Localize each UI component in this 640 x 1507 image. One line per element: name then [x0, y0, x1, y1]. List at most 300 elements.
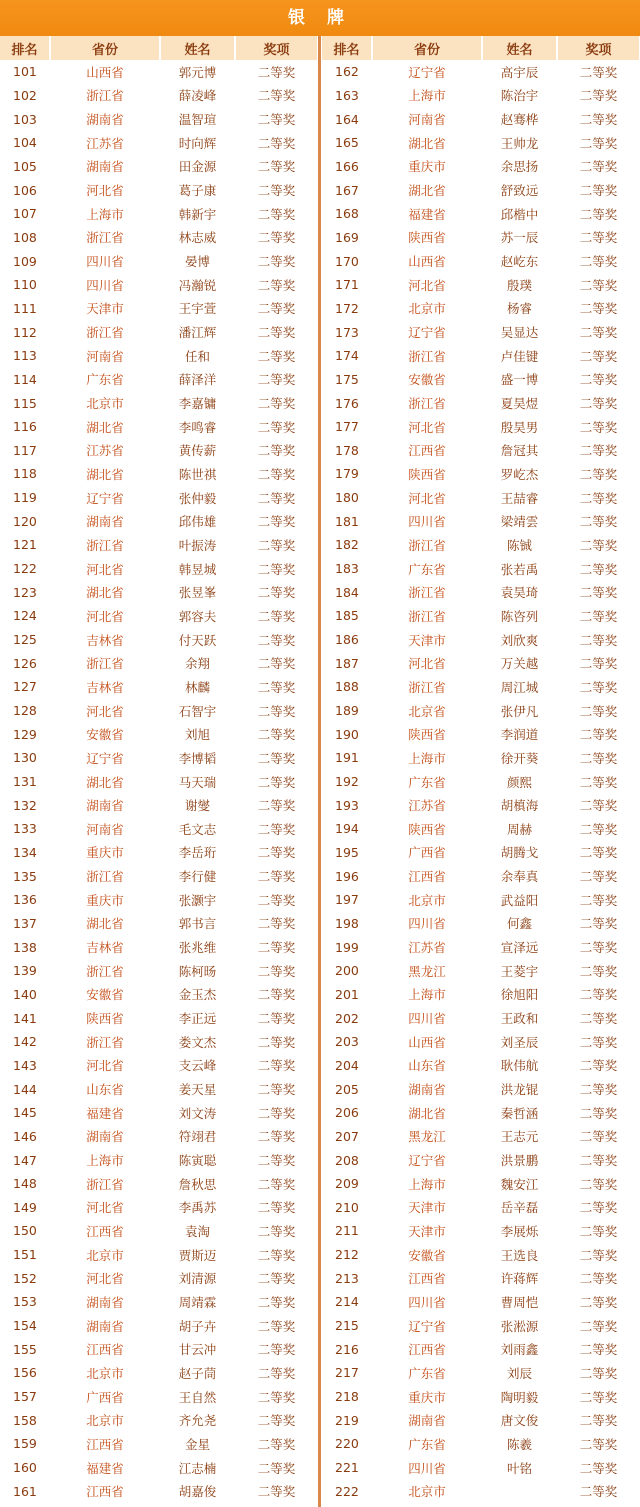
table-row: [322, 1125, 640, 1149]
name-cell: 黄传薪: [178, 443, 217, 459]
name-cell: 金星: [184, 1436, 210, 1452]
name-cell: 胡子卉: [178, 1318, 217, 1334]
name-cell: 韩昱城: [178, 561, 217, 577]
name-cell: 余思扬: [500, 159, 539, 175]
table-row: [0, 60, 318, 84]
province-cell: 山东省: [408, 1058, 446, 1074]
rank-cell: 188: [335, 679, 359, 695]
province-cell: 河北省: [86, 561, 124, 577]
table-header-row: [0, 36, 318, 60]
award-cell: 二等奖: [257, 348, 296, 364]
name-cell: 殷昊男: [500, 419, 539, 435]
province-cell: 河南省: [86, 821, 124, 837]
rank-cell: 151: [13, 1247, 37, 1263]
name-cell: 王喆睿: [500, 490, 539, 506]
name-cell: 温智瑄: [178, 112, 217, 128]
rank-cell: 167: [335, 182, 359, 198]
award-cell: 二等奖: [257, 112, 296, 128]
table-row: [0, 1243, 318, 1267]
table-row: [322, 462, 640, 486]
name-cell: 洪景鹏: [500, 1153, 539, 1169]
rank-cell: 182: [335, 537, 359, 553]
table-row: [322, 557, 640, 581]
province-cell: 浙江省: [86, 869, 124, 885]
rank-cell: 175: [335, 371, 359, 387]
table-row: [0, 651, 318, 675]
rank-cell: 194: [335, 821, 359, 837]
name-cell: 李博韬: [178, 750, 217, 766]
award-cell: 二等奖: [579, 1247, 618, 1263]
award-cell: 二等奖: [257, 372, 296, 388]
table-row: [322, 226, 640, 250]
rank-cell: 212: [335, 1247, 359, 1263]
rank-cell: 109: [13, 253, 37, 269]
rank-cell: 149: [13, 1199, 37, 1215]
rank-cell: 162: [335, 64, 359, 80]
table-row: [322, 1219, 640, 1243]
table-row: [0, 912, 318, 936]
rank-cell: 130: [13, 750, 37, 766]
province-cell: 河北省: [408, 277, 446, 293]
name-cell: 李禹苏: [178, 1200, 217, 1216]
table-row: [0, 368, 318, 392]
name-cell: 徐旭阳: [500, 987, 539, 1003]
rank-cell: 102: [13, 87, 37, 103]
rank-cell: 173: [335, 324, 359, 340]
award-cell: 二等奖: [579, 1365, 618, 1381]
table-row: [322, 983, 640, 1007]
header-province: 省份: [372, 36, 482, 60]
province-cell: 四川省: [408, 1460, 446, 1476]
award-cell: 二等奖: [579, 774, 618, 790]
header-award: 奖项: [235, 36, 318, 60]
name-cell: 万关越: [500, 656, 539, 672]
table-row: [0, 746, 318, 770]
name-cell: 梁靖雲: [500, 514, 539, 530]
table-row: [322, 580, 640, 604]
name-cell: 陈治宇: [500, 88, 539, 104]
name-cell: 唐文俊: [500, 1413, 539, 1429]
rank-cell: 122: [13, 561, 37, 577]
province-cell: 北京市: [408, 1484, 446, 1500]
table-row: [322, 912, 640, 936]
province-cell: 北京市: [86, 1413, 124, 1429]
table-row: [322, 817, 640, 841]
name-cell: 付天跃: [178, 632, 217, 648]
province-cell: 浙江省: [86, 88, 124, 104]
award-cell: 二等奖: [257, 277, 296, 293]
table-row: [322, 391, 640, 415]
name-cell: 周靖霖: [178, 1294, 217, 1310]
rank-cell: 206: [335, 1105, 359, 1121]
rank-cell: 169: [335, 229, 359, 245]
award-cell: 二等奖: [257, 64, 296, 80]
table-row: [0, 675, 318, 699]
rank-cell: 210: [335, 1199, 359, 1215]
award-cell: 二等奖: [257, 608, 296, 624]
award-cell: 二等奖: [579, 892, 618, 908]
rank-cell: 140: [13, 986, 37, 1002]
award-cell: 二等奖: [579, 1058, 618, 1074]
name-cell: 魏安江: [500, 1176, 539, 1192]
award-cell: 二等奖: [579, 1129, 618, 1145]
table-row: [322, 1361, 640, 1385]
table-row: [322, 344, 640, 368]
province-cell: 山东省: [86, 1082, 124, 1098]
award-cell: 二等奖: [257, 1247, 296, 1263]
name-cell: 薛泽洋: [178, 372, 217, 388]
award-cell: 二等奖: [579, 64, 618, 80]
name-cell: 赵屹东: [500, 254, 539, 270]
name-cell: 宣泽远: [500, 940, 539, 956]
rank-cell: 115: [13, 395, 37, 411]
province-cell: 广东省: [408, 1436, 446, 1452]
name-cell: 许蒋辉: [500, 1271, 539, 1287]
province-cell: 安徽省: [408, 372, 446, 388]
rank-cell: 108: [13, 229, 37, 245]
name-cell: 王宇萱: [178, 301, 217, 317]
rank-cell: 170: [335, 253, 359, 269]
province-cell: 浙江省: [86, 963, 124, 979]
table-row: [0, 864, 318, 888]
table-row: [0, 415, 318, 439]
table-row: [0, 935, 318, 959]
award-cell: 二等奖: [257, 703, 296, 719]
table-row: [322, 1432, 640, 1456]
name-cell: 郭容夫: [178, 608, 217, 624]
award-cell: 二等奖: [579, 869, 618, 885]
name-cell: 石智宇: [178, 703, 217, 719]
name-cell: 刘旭: [184, 727, 210, 743]
province-cell: 广东省: [408, 1365, 446, 1381]
rank-cell: 118: [13, 466, 37, 482]
table-row: [322, 841, 640, 865]
rank-cell: 174: [335, 348, 359, 364]
header-award: 奖项: [557, 36, 640, 60]
header-rank: 排名: [322, 36, 372, 60]
province-cell: 湖南省: [86, 1294, 124, 1310]
table-row: [322, 628, 640, 652]
name-cell: 娄文杰: [178, 1034, 217, 1050]
table-row: [322, 509, 640, 533]
rank-cell: 211: [335, 1223, 359, 1239]
award-cell: 二等奖: [257, 1460, 296, 1476]
province-cell: 江西省: [408, 869, 446, 885]
rank-cell: 120: [13, 513, 37, 529]
award-cell: 二等奖: [257, 443, 296, 459]
table-row: [322, 297, 640, 321]
rank-cell: 205: [335, 1081, 359, 1097]
province-cell: 江西省: [408, 1271, 446, 1287]
table-body: [322, 60, 640, 1503]
name-cell: 曹周恺: [500, 1294, 539, 1310]
table-row: [322, 1337, 640, 1361]
rank-cell: 123: [13, 584, 37, 600]
province-cell: 辽宁省: [408, 64, 446, 80]
award-cell: 二等奖: [579, 443, 618, 459]
table-row: [0, 1290, 318, 1314]
province-cell: 湖北省: [408, 135, 446, 151]
province-cell: 福建省: [408, 206, 446, 222]
rank-cell: 178: [335, 442, 359, 458]
rank-cell: 119: [13, 490, 37, 506]
award-cell: 二等奖: [257, 821, 296, 837]
table-row: [0, 1196, 318, 1220]
table-row: [322, 675, 640, 699]
rank-cell: 133: [13, 821, 37, 837]
rank-cell: 101: [13, 64, 37, 80]
rank-cell: 193: [335, 797, 359, 813]
province-cell: 江西省: [408, 443, 446, 459]
award-cell: 二等奖: [579, 845, 618, 861]
province-cell: 黑龙江: [408, 963, 446, 979]
province-cell: 湖北省: [86, 419, 124, 435]
award-cell: 二等奖: [579, 1389, 618, 1405]
table-row: [322, 415, 640, 439]
table-row: [322, 84, 640, 108]
name-cell: 颜熙: [506, 774, 532, 790]
award-cell: 二等奖: [257, 1034, 296, 1050]
name-cell: 盛一博: [500, 372, 539, 388]
table-row: [322, 959, 640, 983]
award-cell: 二等奖: [579, 1200, 618, 1216]
name-cell: 甘云冲: [178, 1342, 217, 1358]
province-cell: 湖南省: [86, 1318, 124, 1334]
award-cell: 二等奖: [257, 230, 296, 246]
table-row: [0, 1006, 318, 1030]
name-cell: 薛凌峰: [178, 88, 217, 104]
province-cell: 浙江省: [86, 1176, 124, 1192]
award-cell: 二等奖: [579, 1271, 618, 1287]
name-cell: 张仲毅: [178, 490, 217, 506]
award-cell: 二等奖: [257, 1058, 296, 1074]
name-cell: 卢佳键: [500, 348, 539, 364]
province-cell: 河南省: [408, 112, 446, 128]
province-cell: 河北省: [86, 1058, 124, 1074]
rank-cell: 142: [13, 1034, 37, 1050]
name-cell: 余翔: [184, 656, 210, 672]
province-cell: 河北省: [86, 703, 124, 719]
province-cell: 浙江省: [86, 230, 124, 246]
table-row: [0, 959, 318, 983]
name-cell: 李展烁: [500, 1223, 539, 1239]
rank-cell: 200: [335, 963, 359, 979]
award-cell: 二等奖: [579, 703, 618, 719]
name-cell: 王志元: [500, 1129, 539, 1145]
award-cell: 二等奖: [579, 940, 618, 956]
rank-cell: 135: [13, 868, 37, 884]
rank-cell: 139: [13, 963, 37, 979]
rank-cell: 187: [335, 655, 359, 671]
table-row: [322, 249, 640, 273]
province-cell: 广东省: [408, 774, 446, 790]
province-cell: 陕西省: [408, 466, 446, 482]
award-cell: 二等奖: [257, 845, 296, 861]
rank-cell: 158: [13, 1412, 37, 1428]
province-cell: 四川省: [86, 277, 124, 293]
table-row: [322, 202, 640, 226]
name-cell: 王政和: [500, 1011, 539, 1027]
table-row: [322, 1030, 640, 1054]
province-cell: 安徽省: [86, 727, 124, 743]
table-row: [0, 1432, 318, 1456]
name-cell: 胡槙海: [500, 798, 539, 814]
name-cell: 秦哲涵: [500, 1105, 539, 1121]
province-cell: 天津市: [408, 632, 446, 648]
province-cell: 天津市: [408, 1200, 446, 1216]
rank-cell: 222: [335, 1483, 359, 1499]
table-row: [322, 1101, 640, 1125]
rank-cell: 208: [335, 1152, 359, 1168]
province-cell: 河北省: [86, 1271, 124, 1287]
province-cell: 山西省: [408, 1034, 446, 1050]
name-cell: 袁昊琦: [500, 585, 539, 601]
province-cell: 河北省: [408, 419, 446, 435]
results-table-left: [0, 36, 318, 1507]
rank-cell: 214: [335, 1294, 359, 1310]
name-cell: 张灏宇: [178, 892, 217, 908]
rank-cell: 156: [13, 1365, 37, 1381]
table-row: [322, 604, 640, 628]
table-row: [322, 699, 640, 723]
award-cell: 二等奖: [257, 1318, 296, 1334]
table-row: [0, 1266, 318, 1290]
award-cell: 二等奖: [579, 277, 618, 293]
table-row: [322, 439, 640, 463]
table-row: [322, 1408, 640, 1432]
province-cell: 浙江省: [408, 537, 446, 553]
award-cell: 二等奖: [579, 230, 618, 246]
table-row: [0, 1030, 318, 1054]
name-cell: 何鑫: [506, 916, 532, 932]
name-cell: 林麟: [184, 679, 210, 695]
table-row: [0, 1077, 318, 1101]
name-cell: 任和: [184, 348, 210, 364]
table-row: [322, 1266, 640, 1290]
rank-cell: 153: [13, 1294, 37, 1310]
rank-cell: 104: [13, 135, 37, 151]
province-cell: 上海市: [86, 206, 124, 222]
province-cell: 湖北省: [408, 183, 446, 199]
award-cell: 二等奖: [257, 632, 296, 648]
table-row: [322, 155, 640, 179]
province-cell: 江西省: [86, 1436, 124, 1452]
table-row: [0, 580, 318, 604]
province-cell: 四川省: [408, 916, 446, 932]
rank-cell: 202: [335, 1010, 359, 1026]
rank-cell: 172: [335, 300, 359, 316]
table-row: [0, 1408, 318, 1432]
table-row: [0, 1101, 318, 1125]
award-cell: 二等奖: [257, 1365, 296, 1381]
province-cell: 四川省: [86, 254, 124, 270]
name-cell: 耿伟航: [500, 1058, 539, 1074]
award-cell: 二等奖: [579, 396, 618, 412]
province-cell: 安徽省: [86, 987, 124, 1003]
table-row: [0, 320, 318, 344]
table-row: [322, 1456, 640, 1480]
name-cell: 冯瀚锐: [178, 277, 217, 293]
rank-cell: 163: [335, 87, 359, 103]
rank-cell: 110: [13, 277, 37, 293]
province-cell: 重庆市: [408, 159, 446, 175]
name-cell: 舒致远: [500, 183, 539, 199]
table-header-row: [322, 36, 640, 60]
name-cell: 王菱宇: [500, 963, 539, 979]
header-name: 姓名: [160, 36, 235, 60]
province-cell: 上海市: [408, 987, 446, 1003]
province-cell: 湖北省: [86, 585, 124, 601]
province-cell: 河北省: [86, 183, 124, 199]
table-row: [322, 368, 640, 392]
rank-cell: 103: [13, 111, 37, 127]
rank-cell: 195: [335, 844, 359, 860]
rank-cell: 199: [335, 939, 359, 955]
award-cell: 二等奖: [579, 159, 618, 175]
table-row: [322, 1243, 640, 1267]
table-row: [322, 722, 640, 746]
table-row: [322, 320, 640, 344]
name-cell: 李正远: [178, 1011, 217, 1027]
province-cell: 湖南省: [86, 798, 124, 814]
name-cell: 符翊君: [178, 1129, 217, 1145]
name-cell: 姜天星: [178, 1082, 217, 1098]
province-cell: 山西省: [86, 64, 124, 80]
rank-cell: 117: [13, 442, 37, 458]
table-row: [322, 131, 640, 155]
province-cell: 重庆市: [86, 845, 124, 861]
rank-cell: 152: [13, 1270, 37, 1286]
province-cell: 吉林省: [86, 940, 124, 956]
name-cell: 吴显达: [500, 325, 539, 341]
award-cell: 二等奖: [579, 1413, 618, 1429]
award-cell: 二等奖: [257, 1200, 296, 1216]
name-cell: 晏博: [184, 254, 210, 270]
rank-cell: 220: [335, 1436, 359, 1452]
award-cell: 二等奖: [579, 608, 618, 624]
province-cell: 辽宁省: [408, 325, 446, 341]
table-row: [0, 439, 318, 463]
rank-cell: 171: [335, 277, 359, 293]
province-cell: 辽宁省: [86, 750, 124, 766]
rank-cell: 138: [13, 939, 37, 955]
award-cell: 二等奖: [257, 798, 296, 814]
rank-cell: 107: [13, 206, 37, 222]
table-row: [0, 155, 318, 179]
award-cell: 二等奖: [579, 419, 618, 435]
province-cell: 湖南省: [86, 1129, 124, 1145]
table-row: [0, 486, 318, 510]
award-cell: 二等奖: [257, 656, 296, 672]
table-row: [322, 1077, 640, 1101]
province-cell: 江苏省: [408, 798, 446, 814]
province-cell: 浙江省: [408, 679, 446, 695]
rank-cell: 125: [13, 632, 37, 648]
name-cell: 刘欣爽: [500, 632, 539, 648]
name-cell: 时向辉: [178, 135, 217, 151]
name-cell: 邱伟雄: [178, 514, 217, 530]
table-row: [0, 793, 318, 817]
name-cell: 殷璞: [506, 277, 532, 293]
table-row: [0, 888, 318, 912]
award-cell: 二等奖: [579, 348, 618, 364]
award-cell: 二等奖: [257, 1271, 296, 1287]
province-cell: 湖北省: [86, 774, 124, 790]
table-row: [322, 1006, 640, 1030]
province-cell: 广东省: [408, 561, 446, 577]
province-cell: 江苏省: [86, 135, 124, 151]
table-row: [322, 60, 640, 84]
